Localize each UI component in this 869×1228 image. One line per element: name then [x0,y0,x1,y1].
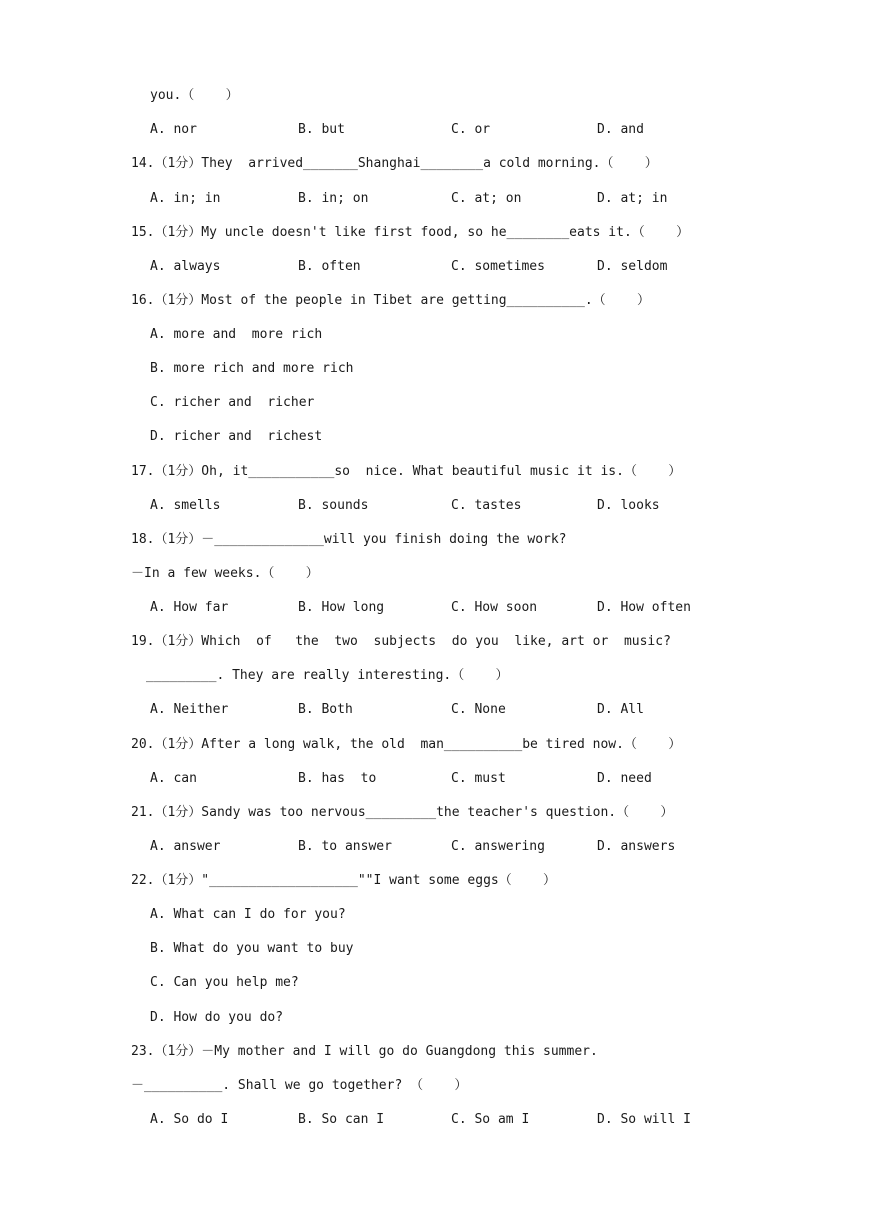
answer-option: C. None [451,702,506,717]
answer-option: A. So do I [150,1112,229,1127]
answer-option: C. How soon [451,600,538,615]
answer-option: D. need [597,771,652,786]
text-line: C. richer and richer [150,395,315,410]
answer-option: A. always [150,259,221,274]
answer-option: C. at; on [451,191,522,206]
text-line: 19.（1分）Which of the two subjects do you like, art or music? [131,634,671,649]
answer-option: B. in; on [298,191,369,206]
text-line: D. richer and richest [150,429,323,444]
text-line: 18.（1分）－______________will you finish doing the work? [131,532,567,547]
answer-option: A. can [150,771,197,786]
text-line: 14.（1分）They arrived_______Shanghai________a cold morning.（ ） [131,156,658,171]
answer-option: A. Neither [150,702,229,717]
answer-option: D. seldom [597,259,668,274]
text-line: 16.（1分）Most of the people in Tibet are getting__________.（ ） [131,293,650,308]
answer-option: D. at; in [597,191,668,206]
answer-option: A. nor [150,122,197,137]
answer-option: B. sounds [298,498,369,513]
text-line: B. more rich and more rich [150,361,354,376]
answer-option: D. looks [597,498,660,513]
answer-option: B. often [298,259,361,274]
text-line: B. What do you want to buy [150,941,354,956]
text-line: 22.（1分）"___________________""I want some eggs（ ） [131,873,557,888]
answer-option: A. in; in [150,191,221,206]
answer-option: D. How often [597,600,691,615]
answer-option: D. answers [597,839,676,854]
answer-option: C. or [451,122,491,137]
answer-option: A. answer [150,839,221,854]
answer-option: B. but [298,122,345,137]
answer-option: B. How long [298,600,385,615]
text-line: D. How do you do? [150,1010,284,1025]
answer-option: D. So will I [597,1112,691,1127]
answer-option: A. How far [150,600,229,615]
answer-option: B. has to [298,771,377,786]
text-line: 17.（1分）Oh, it___________so nice. What beautiful music it is.（ ） [131,464,682,479]
answer-option: C. So am I [451,1112,530,1127]
answer-option: C. answering [451,839,545,854]
answer-option: B. to answer [298,839,392,854]
answer-option: C. sometimes [451,259,545,274]
answer-option: B. So can I [298,1112,385,1127]
text-line: 15.（1分）My uncle doesn't like first food, so he________eats it.（ ） [131,225,690,240]
text-line: －__________. Shall we go together? （ ） [131,1078,468,1093]
text-line: _________. They are really interesting.（ ） [146,668,509,683]
text-line: you.（ ） [150,88,239,103]
answer-option: C. must [451,771,506,786]
text-line: －In a few weeks.（ ） [131,566,319,581]
text-line: C. Can you help me? [150,975,299,990]
text-line: A. What can I do for you? [150,907,346,922]
answer-option: C. tastes [451,498,522,513]
text-line: 21.（1分）Sandy was too nervous_________the teacher's question.（ ） [131,805,674,820]
answer-option: A. smells [150,498,221,513]
text-line: 20.（1分）After a long walk, the old man__________be tired now.（ ） [131,737,682,752]
answer-option: B. Both [298,702,353,717]
answer-option: D. and [597,122,644,137]
text-line: 23.（1分）－My mother and I will go do Guangdong this summer. [131,1044,598,1059]
text-line: A. more and more rich [150,327,323,342]
answer-option: D. All [597,702,644,717]
